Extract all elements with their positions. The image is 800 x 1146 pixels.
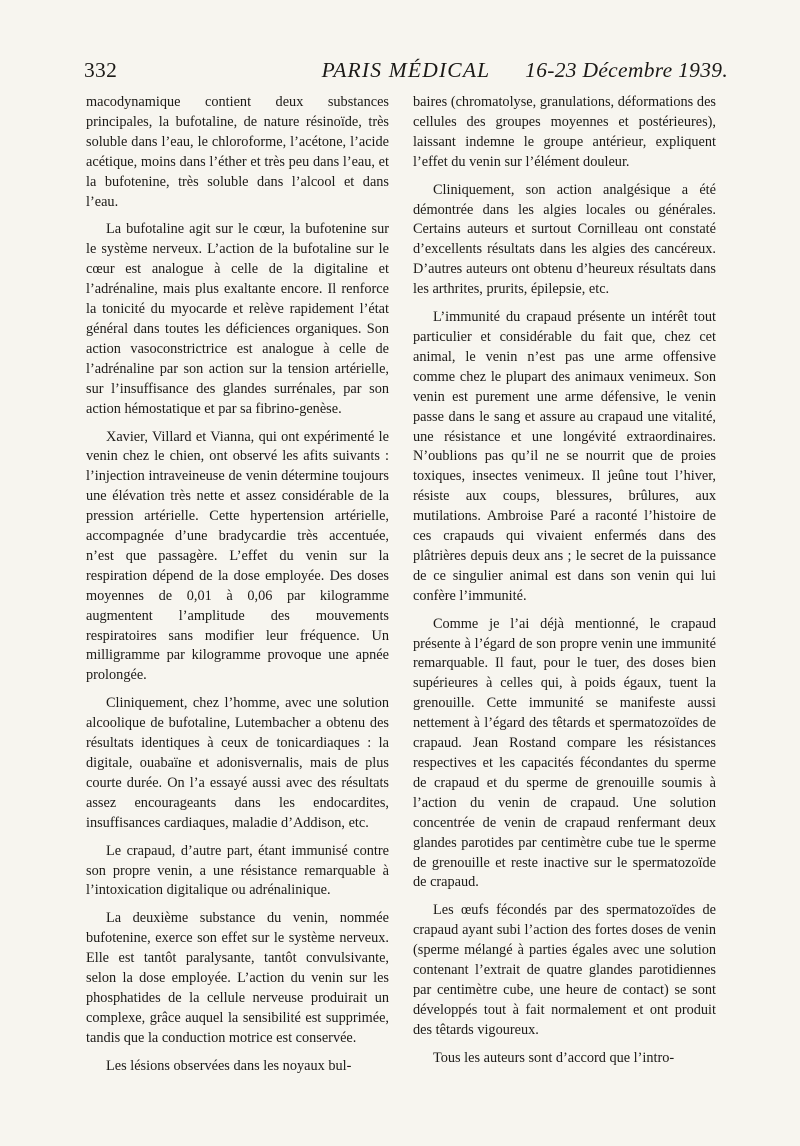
paragraph: Le crapaud, d’autre part, étant immunisé contre son propre venin, a une résistance remarquable à l’intoxication digitalique ou adrénalinique.: [86, 842, 389, 899]
paragraph: Les lésions observées dans les noyaux bul-: [106, 1057, 352, 1074]
running-head: [84, 58, 728, 88]
left-column: [86, 93, 389, 1133]
paragraph: La deuxième substance du venin, nommée bufotenine, exerce son effet sur le système nerveux. Elle est tantôt paralysante, tantôt convulsivante, selon la dose employée. L’action du venin sur les phosphatides de la cellule nerveuse produirait un complexe, grâce auquel la sensibilité est supprimée, tandis que la conduction motrice est conservée.: [86, 910, 389, 1046]
paragraph: baires (chromatolyse, granulations, déformations des cellules des groupes moyennes et postérieures), laissant indemne le groupe antérieur, expliquent l’effet du venin sur l’élément douleur.: [413, 94, 716, 170]
issue-date: 16-23 Décembre 1939.: [525, 58, 728, 82]
paragraph: Les œufs fécondés par des spermatozoïdes de crapaud ayant subi l’action des fortes doses de venin (sperme mélangé à parties égales avec une solution contenant l’extrait de quatre glandes parotidiennes par centimètre cube, une heure de contact) se sont développés tout à fait normalement et ont produit des têtards vigoureux.: [413, 902, 716, 1038]
paragraph: macodynamique contient deux substances principales, la bufotaline, de nature résinoïde, très soluble dans l’eau, le chloroforme, l’acétone, l’acide acétique, moins dans l’éther et très peu dans l’eau, et la bufotenine, très soluble dans l’alcool et dans l’eau.: [86, 94, 389, 210]
paragraph: Cliniquement, chez l’homme, avec une solution alcoolique de bufotaline, Lutembacher a obtenu des résultats identiques à ceux de tonicardiaques : la digitale, ouabaïne et adonisvernalis, mais de plus courte durée. On l’a essayé aussi avec des résultats assez encourageants dans les endocardites, insuffisances cardiaques, maladie d’Addison, etc.: [86, 695, 389, 831]
journal-title: PARIS MÉDICAL: [321, 58, 491, 82]
paragraph: Comme je l’ai déjà mentionné, le crapaud présente à l’égard de son propre venin une immunité remarquable. Il faut, pour le tuer, des doses bien supérieures à celles qui, à poids égaux, tuent la grenouille. Cette immunité se manifeste aussi nettement à l’égard des têtards et spermatozoïdes de crapaud. Jean Rostand compare les résistances respectives et les capacités fécondantes du sperme de crapaud et du sperme de grenouille soumis à l’action du venin de crapaud. Une solution concentrée de venin de crapaud renfermant deux glandes parotides par centimètre cube tue le sperme de grenouille et reste inactive sur le spermatozoïde de crapaud.: [413, 615, 716, 891]
page-number: 332: [84, 58, 118, 82]
paragraph: L’immunité du crapaud présente un intérêt tout particulier et considérable du fait que, chez cet animal, le venin n’est pas une arme offensive comme chez le plupart des animaux venimeux. Son venin est purement une arme défensive, le venin passe dans le sang et assure au crapaud une vitalité, une résistance et une longévité extraordinaires. N’oublions pas qu’il ne se nourrit que de proies toxiques, insectes venimeux. Il jeûne tout l’hiver, résiste aux coups, blessures, brûlures, aux mutilations. Ambroise Paré a raconté l’histoire de ces crapauds qui vivaient enfermés dans des plâtrières depuis deux ans ; le secret de la puissance de ce singulier animal est dans son venin qui lui confère l’immunité.: [413, 309, 716, 604]
paragraph: Cliniquement, son action analgésique a été démontrée dans les algies locales ou générales. Certains auteurs et surtout Cornilleau ont constaté d’excellents résultats dans les algies des cancéreux. D’autres auteurs ont obtenu d’heureux résultats dans les arthrites, prurits, épilepsie, etc.: [413, 181, 716, 298]
paragraph: Xavier, Villard et Vianna, qui ont expérimenté le venin chez le chien, ont observé les afits suivants : l’injection intraveineuse de venin détermine toujours une élévation très nette et assez considérable de la pression artérielle. Cette hypertension artérielle, accompagnée d’une bradycardie très accentuée, n’est que passagère. L’effet du venin sur la respiration dépend de la dose employée. Des doses moyennes de 0,01 à 0,06 par kilogramme augmentent l’amplitude des mouvements respiratoires sans modifier leur fréquence. Un milligramme par kilogramme provoque une apnée prolongée.: [86, 428, 389, 684]
paragraph: Tous les auteurs sont d’accord que l’intro-: [433, 1049, 675, 1066]
right-column: [413, 93, 716, 1133]
paragraph: La bufotaline agit sur le cœur, la bufotenine sur le système nerveux. L’action de la bufotaline sur le cœur est analogue à celle de la digitaline et l’adrénaline, mais plus exaltante encore. Il renforce la tonicité du myocarde et relève rapidement l’état général dans toutes les déficiences organiques. Son action vasoconstrictrice est analogue à celle de l’adrénaline par son action sur la tension artérielle, sur l’insuffisance des glandes surrénales, par son action hémostatique et par sa fibrino-genèse.: [86, 221, 389, 417]
